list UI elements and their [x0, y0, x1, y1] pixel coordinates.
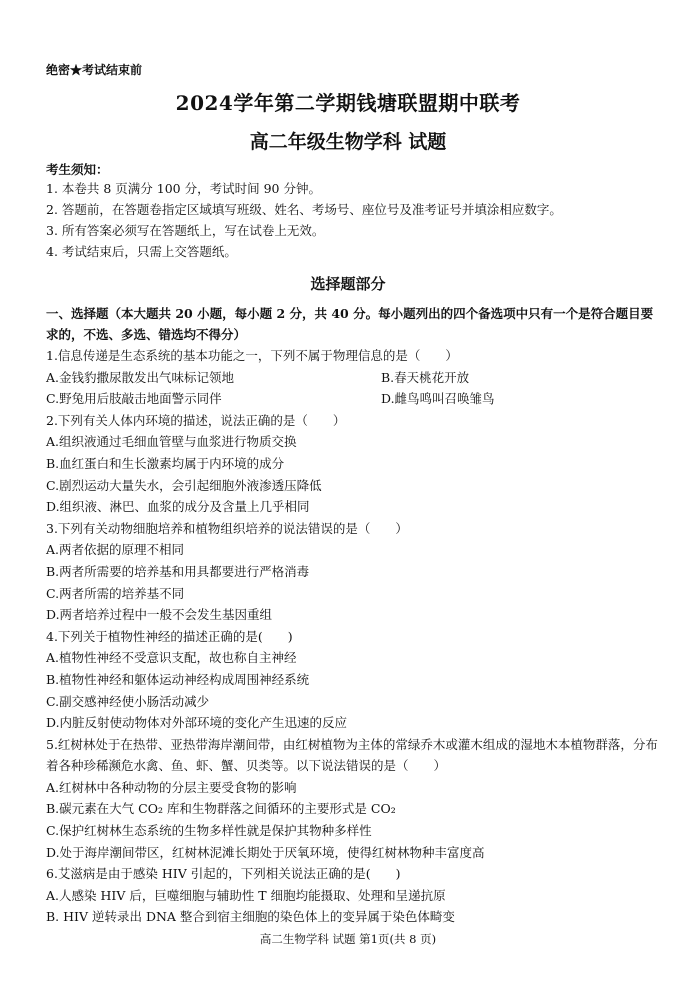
- option-a: A.人感染 HIV 后，巨噬细胞与辅助性 T 细胞均能摄取、处理和呈递抗原: [46, 887, 446, 903]
- option-d: D.雌鸟鸣叫召唤雏鸟: [381, 391, 495, 407]
- option-d: D.两者培养过程中一般不会发生基因重组: [46, 607, 273, 623]
- option-a: A.两者依据的原理不相同: [46, 542, 185, 558]
- option-b: B.春天桃花开放: [381, 369, 470, 385]
- option-a: A.植物性神经不受意识支配，故也称自主神经: [46, 650, 297, 666]
- option-b: B. HIV 逆转录出 DNA 整合到宿主细胞的染色体上的变异属于染色体畸变: [46, 909, 455, 925]
- option-row: [46, 388, 660, 410]
- option-d: D.组织液、淋巴、血浆的成分及含量上几乎相同: [46, 499, 310, 515]
- notice-item: 3. 所有答案必须写在答题纸上，写在试卷上无效。: [46, 223, 325, 238]
- option-c: C.两者所需的培养基不同: [46, 585, 185, 601]
- notice-item: 4. 考试结束后，只需上交答题纸。: [46, 244, 237, 259]
- option-b: B.植物性神经和躯体运动神经构成周围神经系统: [46, 671, 310, 687]
- question-stem: 1.信息传递是生态系统的基本功能之一，下列不属于物理信息的是（ ）: [46, 348, 458, 363]
- notice-item: 1. 本卷共 8 页满分 100 分，考试时间 90 分钟。: [46, 181, 321, 196]
- notice-list: [46, 178, 656, 262]
- notice-heading: 考生须知：: [46, 162, 109, 177]
- part-heading: 一、选择题（本大题共 20 小题，每小题 2 分，共 40 分。每小题列出的四个备选项中只有一个是符合题目要求的，不选、多选、错选均不得分）: [46, 306, 654, 342]
- question-list: [46, 345, 660, 928]
- question-stem: 3.下列有关动物细胞培养和植物组织培养的说法错误的是（ ）: [46, 520, 408, 536]
- option-d: D.处于海岸潮间带区，红树林泥滩长期处于厌氧环境，使得红树林物种丰富度高: [46, 844, 485, 860]
- option-c: C.保护红树林生态系统的生物多样性就是保护其物种多样性: [46, 823, 372, 839]
- option-b: B.血红蛋白和生长激素均属于内环境的成分: [46, 455, 285, 471]
- exam-subtitle: 高二年级生物学科 试题: [249, 131, 447, 153]
- secret-label: 绝密★考试结束前: [46, 63, 143, 77]
- page-footer: 高二生物学科 试题 第1页(共 8 页): [259, 932, 437, 946]
- option-a: A.金钱豹撒尿散发出气味标记领地: [46, 369, 235, 385]
- option-a: A.红树林中各种动物的分层主要受食物的影响: [46, 779, 297, 795]
- section-title: 选择题部分: [310, 275, 386, 293]
- option-b: B.两者所需要的培养基和用具都要进行严格消毒: [46, 563, 310, 579]
- question-stem: 5.红树林处于在热带、亚热带海岸潮间带，由红树植物为主体的常绿乔木或灌木组成的湿地木本植物群落，分布着各种珍稀濒危水禽、鱼、虾、蟹、贝类等。以下说法错误的是（ ）: [46, 736, 658, 774]
- exam-title: 2024学年第二学期钱塘联盟期中联考: [175, 91, 521, 115]
- option-d: D.内脏反射使动物体对外部环境的变化产生迅速的反应: [46, 715, 348, 731]
- option-c: C.副交感神经使小肠活动减少: [46, 693, 210, 709]
- notice-item: 2. 答题前，在答题卷指定区域填写班级、姓名、考场号、座位号及准考证号并填涂相应数字。: [46, 202, 562, 217]
- option-row: [46, 367, 660, 389]
- option-a: A.组织液通过毛细血管壁与血浆进行物质交换: [46, 434, 297, 450]
- question-stem: 6.艾滋病是由于感染 HIV 引起的，下列相关说法正确的是( ): [46, 866, 401, 882]
- option-c: C.剧烈运动大量失水，会引起细胞外液渗透压降低: [46, 477, 322, 493]
- option-b: B.碳元素在大气 CO₂ 库和生物群落之间循环的主要形式是 CO₂: [46, 801, 396, 817]
- question-stem: 4.下列关于植物性神经的描述正确的是( ): [46, 628, 293, 644]
- option-c: C.野兔用后肢敲击地面警示同伴: [46, 391, 222, 407]
- question-stem: 2.下列有关人体内环境的描述，说法正确的是（ ）: [46, 412, 346, 428]
